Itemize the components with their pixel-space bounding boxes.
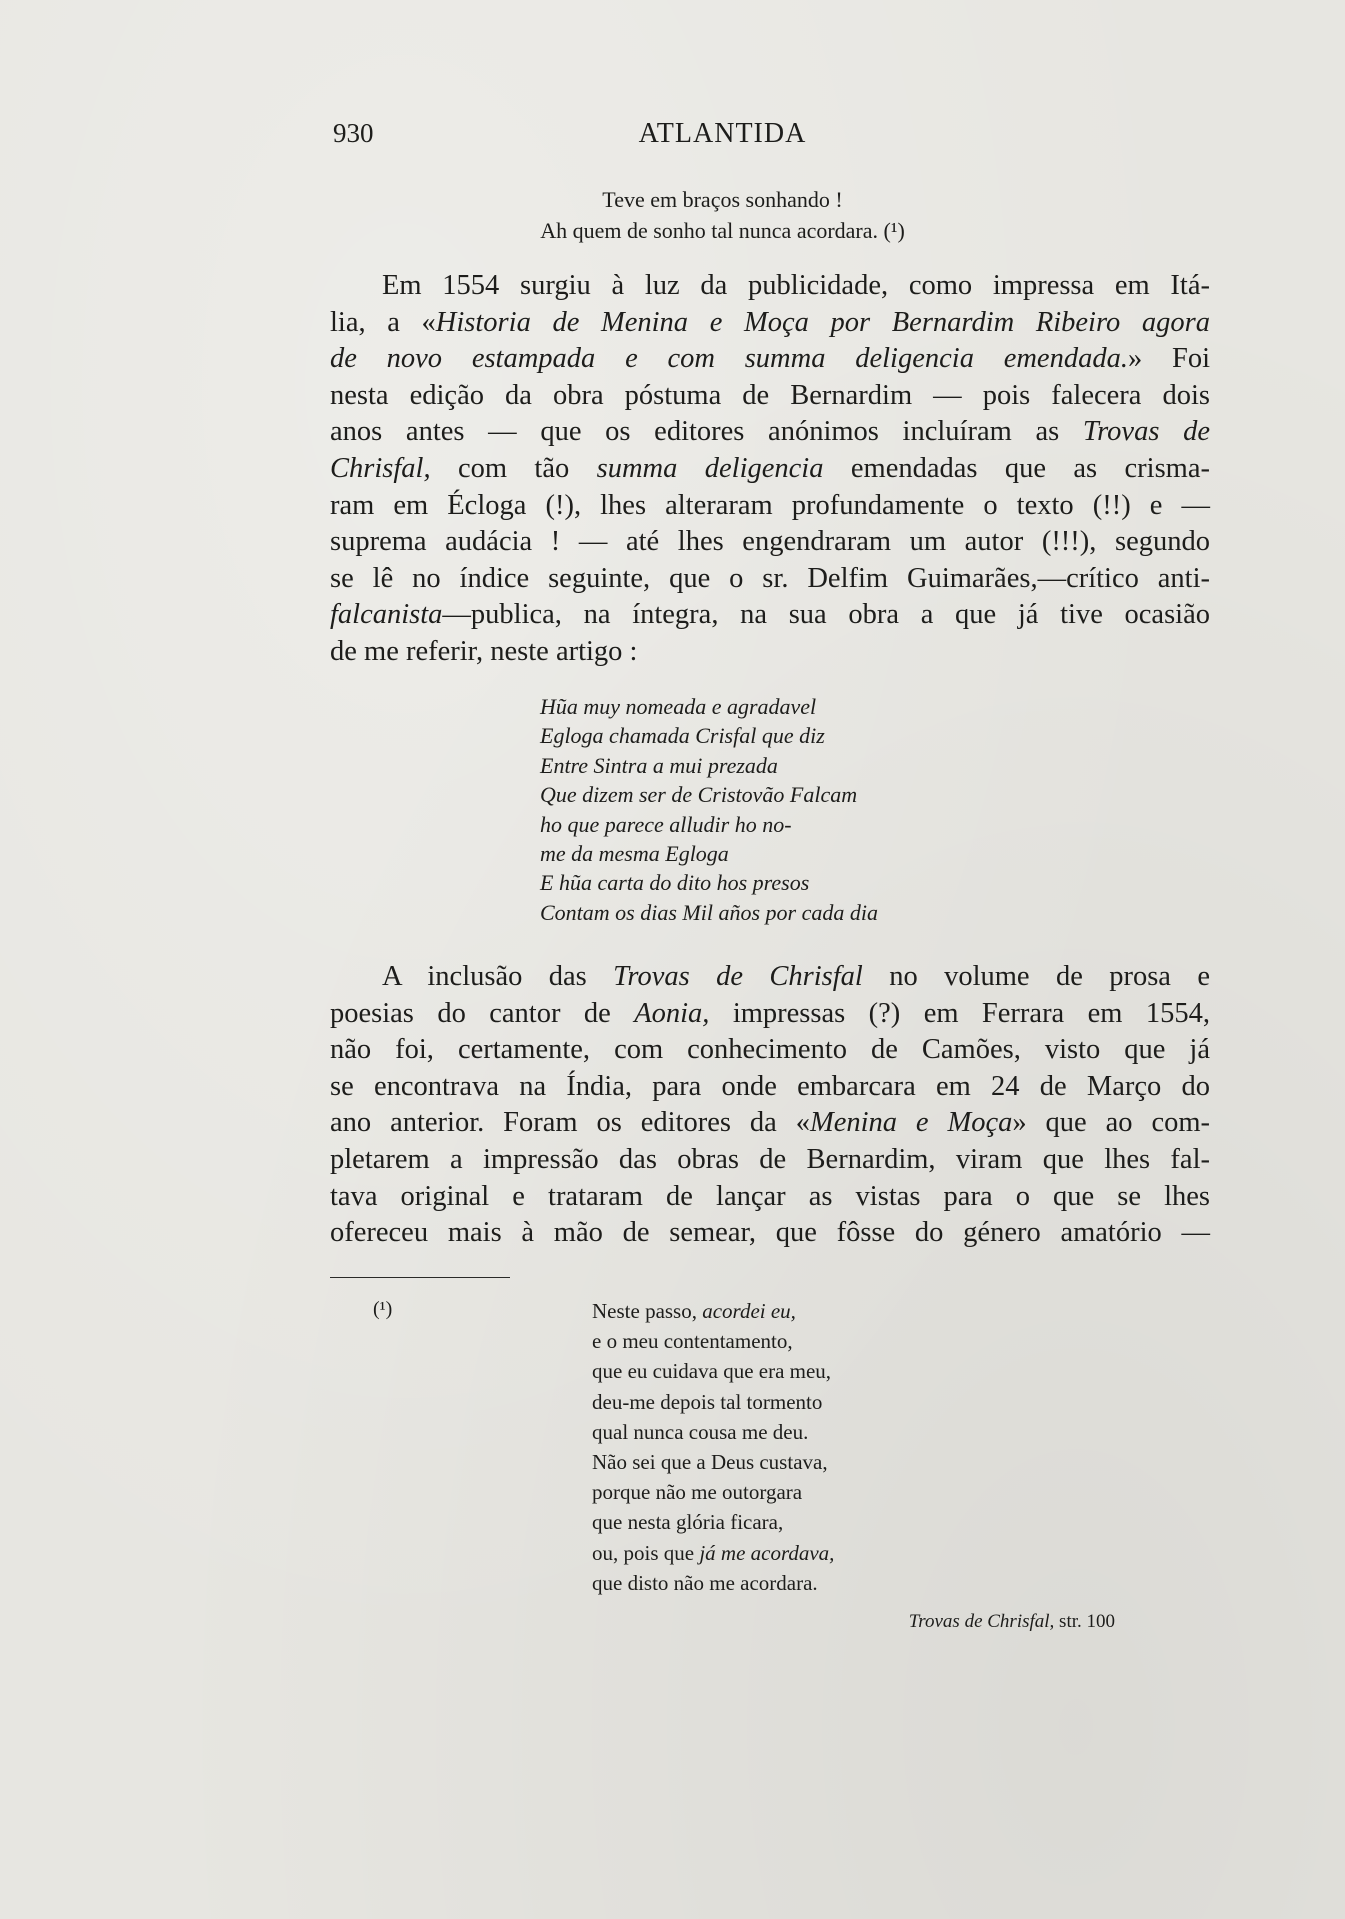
text-line: de me referir, neste artigo : — [330, 635, 638, 667]
italic-title: Trovas de — [1082, 416, 1211, 448]
epigraph-line: Ah quem de sonho tal nunca acordara. (¹) — [540, 218, 905, 243]
text-line: se encontrava na Índia, para onde embarcara em 24 de Março do — [330, 1070, 1210, 1102]
footnote-line: que eu cuidava que era meu, — [592, 1359, 832, 1384]
italic-title: Historia de Menina e Moça por Bernardim Ribeiro agora — [435, 306, 1210, 338]
text-line: tava original e trataram de lançar as vistas para o que se lhes — [330, 1180, 1210, 1212]
running-title: ATLANTIDA — [638, 118, 807, 149]
page-number: 930 — [333, 118, 374, 148]
footnote-line: e o meu contentamento, — [592, 1329, 793, 1354]
text-line: poesias do cantor de Aonia, impressas (?) em Ferrara em 1554, — [330, 997, 1210, 1029]
text-line: ano anterior. Foram os editores da «Menina e Moça» que ao com- — [330, 1107, 1211, 1139]
footnote-line: Não sei que a Deus custava, — [592, 1450, 828, 1475]
text-line: suprema audácia ! — até lhes engendraram um autor (!!!), segundo — [330, 526, 1210, 558]
paragraph-2 — [330, 959, 1210, 1252]
text-line: anos antes — que os editores anónimos incluíram as Trovas de — [330, 416, 1211, 448]
quote-line: Contam os dias Mil años por cada dia — [540, 899, 878, 925]
epigraph-line: Teve em braços sonhando ! — [602, 187, 843, 212]
footnote-line: que disto não me acordara. — [592, 1570, 818, 1595]
text-line: pletarem a impressão das obras de Bernardim, viram que lhes fal- — [330, 1143, 1210, 1175]
footnote-poem — [592, 1296, 834, 1598]
quoted-index-entry — [540, 692, 878, 927]
text-line: falcanista—publica, na íntegra, na sua obra a que já tive ocasião — [330, 599, 1210, 631]
text-line: Chrisfal, com tão summa deligencia emendadas que as crisma- — [330, 452, 1210, 484]
footnote-line: qual nunca cousa me deu. — [592, 1419, 809, 1444]
footnote-line: porque não me outorgara — [592, 1480, 803, 1505]
footnote-line: deu-me depois tal tormento — [592, 1389, 823, 1414]
footnote-line: que nesta glória ficara, — [592, 1510, 784, 1535]
epigraph — [0, 184, 1345, 246]
text-line: ofereceu mais à mão de semear, que fôsse do género amatório — — [330, 1217, 1210, 1249]
quote-line: E hũa carta do dito hos presos — [540, 870, 810, 896]
paragraph-1 — [330, 268, 1210, 671]
quote-line: Entre Sintra a mui prezada — [540, 752, 778, 778]
text-line: lia, a «Historia de Menina e Moça por Bernardim Ribeiro agora — [330, 306, 1210, 338]
footnote-marker: (¹) — [373, 1298, 393, 1320]
text-line: Em 1554 surgiu à luz da publicidade, como impressa em Itá- — [382, 270, 1210, 301]
italic-title: de novo estampada e com summa deligencia emendada. — [330, 343, 1128, 375]
quote-line: me da mesma Egloga — [540, 841, 729, 867]
text-line: A inclusão das Trovas de Chrisfal no volume de prosa e — [382, 961, 1210, 992]
quote-line: Hũa muy nomeada e agradavel — [540, 694, 817, 719]
text-line: nesta edição da obra póstuma de Bernardim — pois falecera dois — [330, 379, 1210, 411]
footnote-source: Trovas de Chrisfal, str. 100 — [908, 1611, 1115, 1632]
text-line: de novo estampada e com summa deligencia emendada.» Foi — [330, 343, 1210, 375]
quote-line: ho que parece alludir ho no- — [540, 811, 792, 837]
quote-line: Egloga chamada Crisfal que diz — [540, 723, 825, 749]
footnote-line: ou, pois que já me acordava, — [592, 1540, 835, 1565]
text-line: ram em Écloga (!), lhes alteraram profundamente o texto (!!) e — — [330, 489, 1210, 521]
text-line: não foi, certamente, com conhecimento de Camões, visto que já — [330, 1034, 1210, 1066]
quote-line: Que dizem ser de Cristovão Falcam — [540, 782, 858, 808]
footnote-line: Neste passo, acordei eu, — [592, 1299, 796, 1323]
text-line: se lê no índice seguinte, que o sr. Delfim Guimarães,—crítico anti- — [330, 562, 1210, 594]
footnote-rule — [330, 1277, 510, 1278]
